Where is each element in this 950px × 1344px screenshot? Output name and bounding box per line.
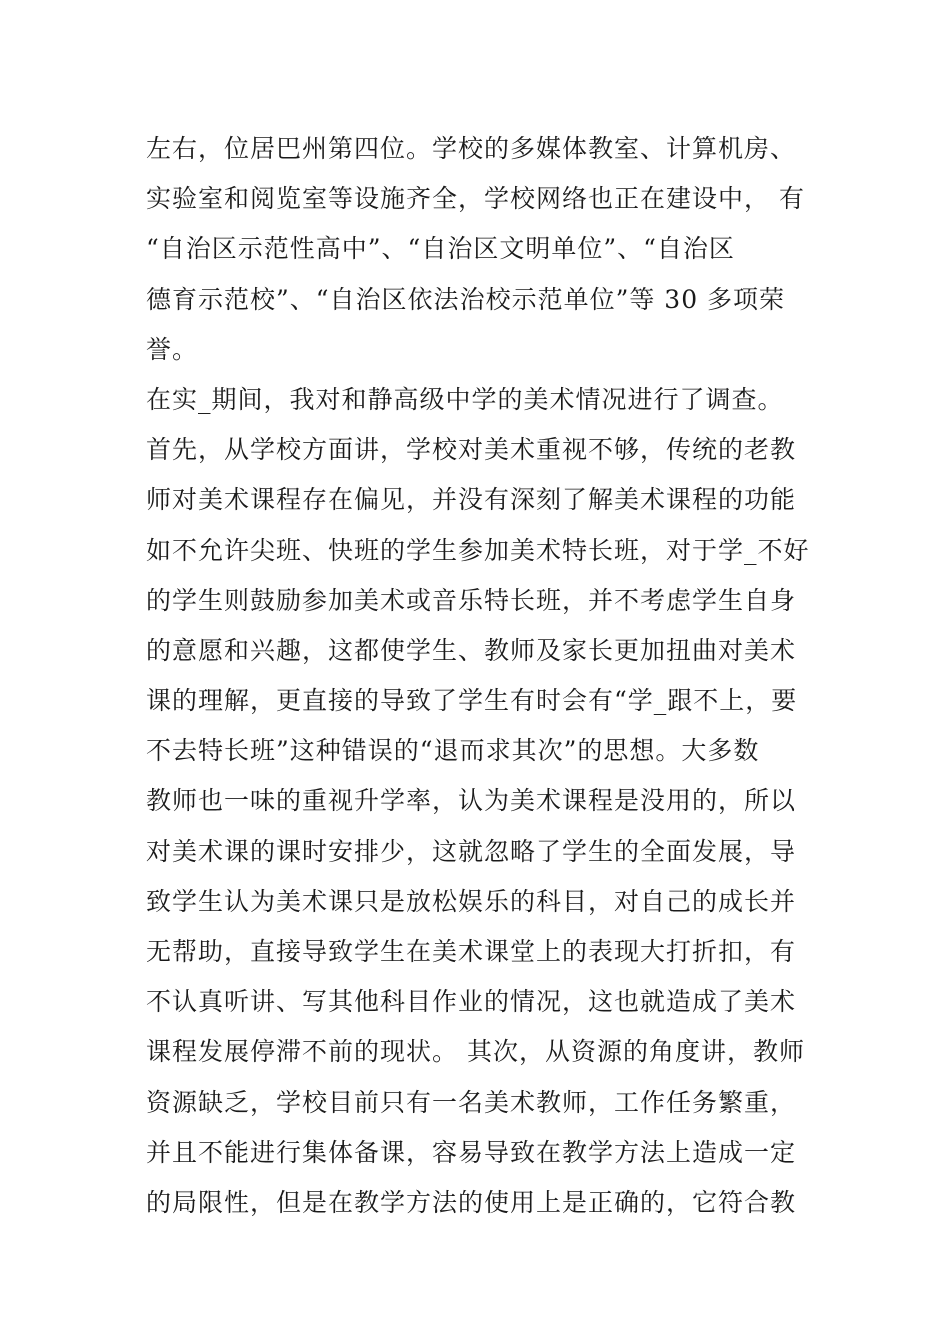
text-line: 教师也一味的重视升学率，认为美术课程是没用的，所以 xyxy=(146,786,797,816)
text-line: “自治区示范性高中”、“自治区文明单位”、“自治区 xyxy=(146,234,735,264)
body-text xyxy=(146,124,816,1228)
text-line: 如不允许尖班、快班的学生参加美术特长班，对于学_不好 xyxy=(146,535,810,565)
text-line: 师对美术课程存在偏见，并没有深刻了解美术课程的功能 xyxy=(146,485,797,515)
text-line: 的局限性，但是在教学方法的使用上是正确的，它符合教 xyxy=(146,1187,797,1217)
text-line: 无帮助，直接导致学生在美术课堂上的表现大打折扣，有 xyxy=(146,937,797,966)
text-line: 对美术课的课时安排少，这就忽略了学生的全面发展，导 xyxy=(146,836,797,866)
text-line: 誉。 xyxy=(146,334,199,364)
text-line: 在实_期间，我对和静高级中学的美术情况进行了调查。 xyxy=(146,384,784,414)
text-line: 不去特长班”这种错误的“退而求其次”的思想。大多数 xyxy=(146,736,760,766)
text-line: 德育示范校”、“自治区依法治校示范单位”等 30 多项荣 xyxy=(146,284,786,314)
text-line: 首先，从学校方面讲，学校对美术重视不够，传统的老教 xyxy=(146,435,797,465)
text-line: 实验室和阅览室等设施齐全，学校网络也正在建设中， 有 xyxy=(146,184,805,214)
text-line: 课程发展停滞不前的现状。 其次，从资源的角度讲，教师 xyxy=(146,1037,805,1067)
text-line: 致学生认为美术课只是放松娱乐的科目，对自己的成长并 xyxy=(146,886,797,916)
text-line: 的学生则鼓励参加美术或音乐特长班，并不考虑学生自身 xyxy=(146,585,797,615)
text-line: 左右，位居巴州第四位。学校的多媒体教室、计算机房、 xyxy=(146,134,797,163)
text-line: 并且不能进行集体备课，容易导致在教学方法上造成一定 xyxy=(146,1137,797,1167)
text-line: 的意愿和兴趣，这都使学生、教师及家长更加扭曲对美术 xyxy=(146,635,797,665)
text-line: 课的理解，更直接的导致了学生有时会有“学_跟不上，要 xyxy=(146,686,798,716)
text-line: 资源缺乏，学校目前只有一名美术教师，工作任务繁重， xyxy=(146,1087,797,1117)
text-line: 不认真听讲、写其他科目作业的情况，这也就造成了美术 xyxy=(146,987,797,1017)
